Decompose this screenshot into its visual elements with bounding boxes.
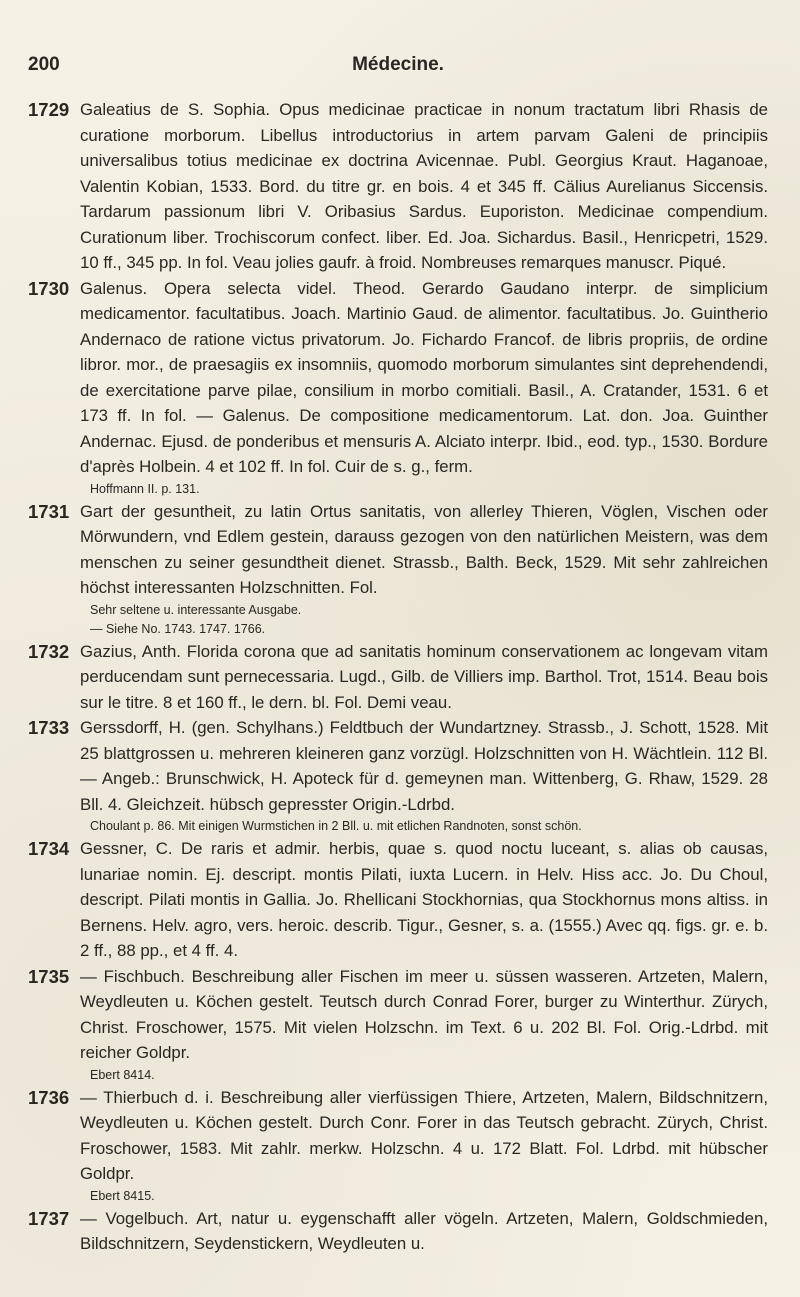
entry-note: Sehr seltene u. interessante Ausgabe. bbox=[90, 602, 302, 617]
entry-number: 1734 bbox=[28, 838, 70, 859]
entry-number: 1735 bbox=[28, 965, 70, 987]
entry-text: Galeatius de S. Sophia. Opus medicinae practicae in nonum tractatum libri Rhasis de curatione morborum. Libellus introductorius in artem parvam Galeni de principiis universalibus totius medicinae ex doctrina Avicennae. Publ. Georgius Kraut. Haganoae, Valentin Kobian, 1533. Bord. du titre gr. en bois. 4 et 345 ff. Cälius Aurelianus Siccensis. Tardarum passionum libri V. Oribasius Sardus. Euporiston. Medicinae compendium. Curationum liber. Trochiscorum confect. liber. Ed. Joa. Sichardus. Basil., Henricpetri, 1529. 10 ff., 345 pp. In fol. Veau jolies gaufr. à froid. Nombreuses remarques manuscr. Piqué. bbox=[80, 100, 768, 272]
entry-number: 1737 bbox=[28, 1207, 70, 1229]
catalogue-entry bbox=[28, 499, 768, 639]
entry-text: — Thierbuch d. i. Beschreibung aller vierfüssigen Thiere, Artzeten, Malern, Bildschnitzern, Weydleuten u. Köchen gestelt. Durch Conr. Forer in das Teutsch gebracht. Zürych, Christ. Froschower, 1583. Mit zahlr. merkw. Holzschn. 4 u. 172 Blatt. Fol. Ldrbd. mit hübscher Goldpr. bbox=[80, 1087, 768, 1183]
entry-text: — Fischbuch. Beschreibung aller Fischen im meer u. süssen wasseren. Artzeten, Malern, Weydleuten u. Köchen gestelt. Teutsch durch Conrad Forer, burger zu Winterthur. Zürych, Christ. Froschower, 1575. Mit vielen Holzschn. im Text. 6 u. 202 Bl. Fol. Orig.-Ldrbd. mit reicher Goldpr. bbox=[80, 966, 768, 1062]
entry-note: Ebert 8415. bbox=[90, 1188, 155, 1203]
entry-note: Ebert 8414. bbox=[90, 1067, 155, 1082]
entry-number: 1736 bbox=[28, 1086, 70, 1108]
entry-number: 1731 bbox=[28, 500, 70, 522]
page-header bbox=[28, 54, 768, 84]
catalogue-entry bbox=[28, 639, 768, 716]
entry-text: Gerssdorff, H. (gen. Schylhans.) Feldtbuch der Wundartzney. Strassb., J. Schott, 1528. Mit 25 blattgrossen u. mehreren kleineren ganz vorzügl. Holzschnitten von H. Wächtlein. 112 Bl. — Angeb.: Brunschwick, H. Apoteck für d. gemeynen man. Wittenberg, G. Rhaw, 1529. 28 Bll. 4. Gleichzeit. hübsch gepresster Origin.-Ldrbd. bbox=[80, 718, 768, 814]
entry-text: Galenus. Opera selecta videl. Theod. Gerardo Gaudano interpr. de simplicium medicamentor. facultatibus. Joach. Martinio Gaud. de alimentor. facultatibus. Jo. Guintherio Andernaco de ratione victus privatorum. Jo. Fichardo Francof. de libris propriis, de ordine libror. mor., de praesagiis ex insomniis, quomodo morborum simulantes sint deprehendendi, de exercitatione parve pilae, consilium in morbo comitiali. Basil., A. Cratander, 1531. 6 et 173 ff. In fol. — Galenus. De compositione medicamentorum. Lat. don. Joa. Guinther Andernac. Ejusd. de ponderibus et mensuris A. Alciato interpr. Ibid., eod. typ., 1530. Bordure d'après Holbein. 4 et 102 ff. In fol. Cuir de s. g., ferm. bbox=[80, 278, 768, 476]
catalogue-entry bbox=[28, 836, 768, 964]
entry-number: 1729 bbox=[28, 99, 70, 120]
catalogue-entry bbox=[28, 715, 768, 836]
catalogue-entry bbox=[28, 964, 768, 1085]
entry-text: Gessner, C. De raris et admir. herbis, quae s. quod noctu luceant, s. alias ob causas, lunariae nomin. Ej. descript. montis Pilati, iuxta Lucern. in Helv. Hiss acc. Jo. Du Choul, descript. Pilati montis in Gallia. Jo. Rhellicani Stockhornias, qua Stockhornus mons altiss. in Bernens. Helv. agro, vers. heroic. describ. Tigur., Gesner, s. a. (1555.) Avec qq. figs. gr. e. b. 2 ff., 88 pp., et 4 ff. 4. bbox=[80, 839, 768, 960]
entry-text: Gazius, Anth. Florida corona que ad sanitatis hominum conservationem ac longevam vitam perducendam sunt pernecessaria. Lugd., Gilb. de Villiers imp. Barthol. Trot, 1514. Beau bois sur le titre. 8 et 160 ff., le dern. bl. Fol. Demi veau. bbox=[80, 641, 768, 712]
catalogue-entries bbox=[28, 97, 768, 1257]
running-title: Médecine. bbox=[352, 54, 444, 75]
catalogue-entry bbox=[28, 1206, 768, 1257]
entry-number: 1730 bbox=[28, 277, 70, 299]
entry-text: — Vogelbuch. Art, natur u. eygenschafft aller vögeln. Artzeten, Malern, Goldschmieden, Bildschnitzern, Seydenstickern, Weydleuten u. bbox=[80, 1208, 768, 1253]
catalogue-entry bbox=[28, 276, 768, 499]
entry-number: 1733 bbox=[28, 717, 70, 738]
entry-note: — Siehe No. 1743. 1747. 1766. bbox=[90, 621, 266, 636]
catalogue-entry bbox=[28, 1085, 768, 1206]
page-number: 200 bbox=[28, 54, 60, 75]
entry-note: Choulant p. 86. Mit einigen Wurmstichen in 2 Bll. u. mit etlichen Randnoten, sonst schön. bbox=[90, 819, 582, 833]
catalogue-entry bbox=[28, 97, 768, 276]
entry-text: Gart der gesuntheit, zu latin Ortus sanitatis, von allerley Thieren, Vöglen, Vischen oder Mörwundern, vnd Edlem gestein, darauss gezogen von den natürlichen Meistern, was dem menschen zu seiner gesundtheit dienet. Strassb., Balth. Beck, 1529. Mit sehr zahlreichen höchst interessanten Holzschnitten. Fol. bbox=[80, 501, 768, 597]
entry-note: Hoffmann II. p. 131. bbox=[90, 481, 200, 496]
entry-number: 1732 bbox=[28, 640, 70, 662]
